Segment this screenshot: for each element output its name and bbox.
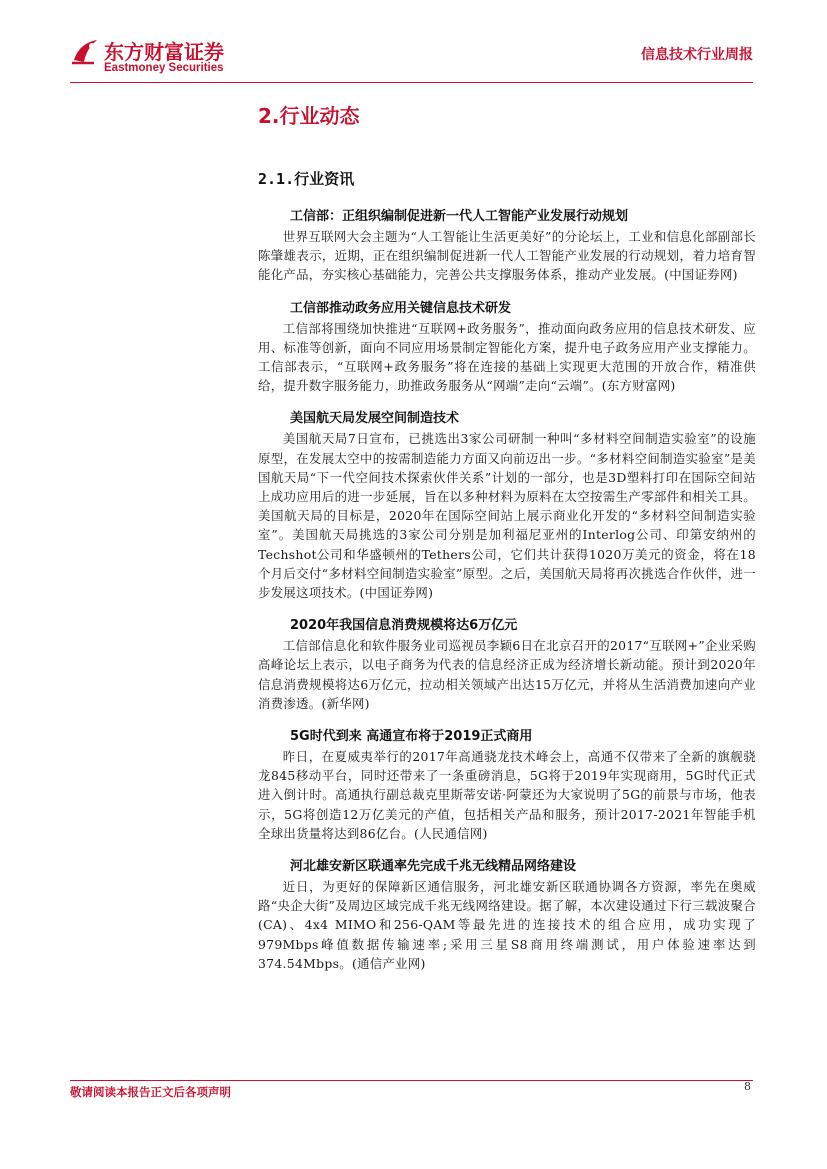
logo-chinese-name: 东方财富证券 (104, 40, 224, 64)
news-title: 河北雄安新区联通率先完成千兆无线精品网络建设 (290, 859, 577, 875)
news-body: 美国航天局7日宣布，已挑选出3家公司研制一种叫“多材料空间制造实验室”的设施原型，在发展太空中的按需制造能力方面又向前迈出一步。“多材料空间制造实验室”是美国航天局“下一代空间技术探索伙伴关系”计划的一部分，也是3D塑料打印在国际空间站上成功应用后的进一步延展，旨在以多种材料为原料在太空按需生产零部件和相关工具。美国航天局的目标是，2020年在国际空间站上展示商业化开发的“多材料空间制造实验室”。美国航天局挑选的3家公司分别是加利福尼亚州的Interlog公司、印第安纳州的Techshot公司和华盛顿州的Tethers公司，它们共计获得1020万美元的资金，将在18个月后交付“多材料空间制造实验室”原型。之后，美国航天局将再次挑选合作伙伴，进一步发展这项技术。(中国证券网) (258, 431, 756, 601)
news-title: 工信部：正组织编制促进新一代人工智能产业发展行动规划 (290, 209, 629, 224)
news-title: 5G时代到来 高通宣布将于2019正式商用 (290, 729, 533, 745)
section-title: 2.行业动态 (258, 104, 360, 128)
logo-english-name: Eastmoney Securities (104, 62, 224, 74)
report-type-label: 信息技术行业周报 (641, 47, 753, 63)
news-body: 工信部信息化和软件服务业司巡视员李颖6日在北京召开的2017“互联网+”企业采购高峰论坛上表示，以电子商务为代表的信息经济正成为经济增长新动能。预计到2020年信息消费规模将达6万亿元，拉动相关领域产出达15万亿元，并将从生活消费加速向产业消费渗透。(新华网) (258, 638, 756, 711)
page-number: 8 (744, 1080, 751, 1093)
news-body: 昨日，在夏威夷举行的2017年高通骁龙技术峰会上，高通不仅带来了全新的旗舰骁龙845移动平台，同时还带来了一条重磅消息，5G将于2019年实现商用，5G时代正式进入倒计时。高通执行副总裁克里斯蒂安诺·阿蒙还为大家说明了5G的前景与市场，他表示，5G将创造12万亿美元的产值，包括相关产品和服务，预计2017-2021年智能手机全球出货量将达到86亿台。(人民通信网) (258, 749, 756, 841)
news-body: 近日，为更好的保障新区通信服务，河北雄安新区联通协调各方资源，率先在奥威路“央企大街”及周边区域完成千兆无线网络建设。据了解，本次建设通过下行三载波聚合(CA)、4x4 MIMO和256-QAM等最先进的连接技术的组合应用，成功实现了979Mbps峰值数据传输速率;采用三星S8商用终端测试，用户体验速率达到374.54Mbps。(通信产业网) (258, 879, 756, 971)
news-title: 2020年我国信息消费规模将达6万亿元 (290, 618, 518, 634)
news-list (258, 207, 756, 987)
news-body: 工信部将围绕加快推进“互联网+政务服务”，推动面向政务应用的信息技术研发、应用、标准等创新，面向不同应用场景制定智能化方案，提升电子政务应用产业支撑能力。工信部表示，“互联网+政务服务”将在连接的基础上实现更大范围的开放合作，精准供给，提升数字服务能力，助推政务服务从“网端”走向“云端”。(东方财富网) (258, 320, 756, 394)
news-item (258, 616, 756, 713)
subsection-title: 2.1.行业资讯 (258, 170, 355, 188)
news-body: 世界互联网大会主题为“人工智能让生活更美好”的分论坛上，工业和信息化部副部长陈肇雄表示，近期，正在组织编制促进新一代人工智能产业发展的行动规划，着力培育智能化产品，夯实核心基础能力，完善公共支撑服务体系，推动产业发展。(中国证券网) (258, 229, 756, 283)
news-item (258, 207, 756, 285)
news-title: 美国航天局发展空间制造技术 (290, 411, 460, 427)
news-item (258, 299, 756, 396)
news-item (258, 409, 756, 602)
disclaimer-notice: 敬请阅读本报告正文后各项声明 (70, 1085, 231, 1099)
footer-divider (70, 1080, 753, 1081)
header-divider (70, 82, 753, 83)
news-item (258, 857, 756, 973)
eastmoney-logo-icon (70, 36, 100, 66)
news-item (258, 727, 756, 843)
eastmoney-logo (70, 34, 250, 78)
news-title: 工信部推动政务应用关键信息技术研发 (290, 300, 512, 316)
